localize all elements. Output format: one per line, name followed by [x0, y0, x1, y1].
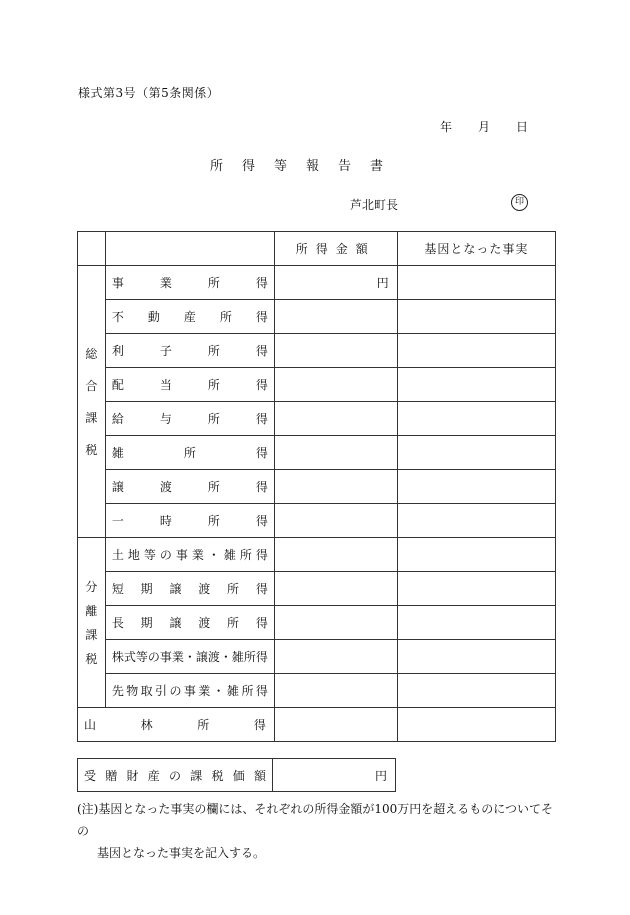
item-cell — [105, 606, 274, 640]
amount-field[interactable] — [274, 572, 397, 606]
header-empty-cat — [78, 232, 106, 266]
seal-mark: 印 — [511, 194, 528, 211]
date-day-label: 日 — [516, 120, 529, 134]
reason-field[interactable] — [397, 606, 555, 640]
item-cell — [105, 436, 274, 470]
document-title: 所得等報告書 — [210, 159, 403, 174]
table-row — [78, 402, 556, 436]
header-reason: 基因となった事実 — [397, 232, 555, 266]
amount-field[interactable] — [274, 640, 397, 674]
reason-field[interactable] — [397, 334, 555, 368]
item-cell — [105, 538, 274, 572]
amount-field[interactable] — [274, 334, 397, 368]
gift-table — [77, 758, 396, 792]
reason-field[interactable] — [397, 504, 555, 538]
table-row — [78, 606, 556, 640]
table-row — [78, 436, 556, 470]
reason-field[interactable] — [397, 300, 555, 334]
item-cell — [105, 504, 274, 538]
reason-field[interactable] — [397, 674, 555, 708]
amount-field[interactable] — [274, 708, 397, 742]
gift-label: 受贈財産の課税価額 — [84, 768, 266, 783]
gift-amount-field[interactable] — [273, 759, 396, 792]
reason-field[interactable] — [397, 572, 555, 606]
table-row — [78, 504, 556, 538]
item-cell — [105, 640, 274, 674]
table-row — [78, 334, 556, 368]
reason-field[interactable] — [397, 402, 555, 436]
item-label: 事業所得 — [111, 276, 268, 290]
amount-field[interactable] — [274, 504, 397, 538]
mountain-income-label: 山林所得 — [84, 718, 266, 732]
yen-unit: 円 — [374, 768, 387, 783]
amount-field[interactable] — [274, 368, 397, 402]
item-label: 雑所得 — [111, 446, 268, 460]
reason-field[interactable] — [397, 266, 555, 300]
amount-field[interactable] — [274, 266, 397, 300]
item-cell — [105, 572, 274, 606]
item-label: 一時所得 — [111, 514, 268, 528]
table-row — [78, 640, 556, 674]
amount-field[interactable] — [274, 606, 397, 640]
amount-field[interactable] — [274, 674, 397, 708]
reason-field[interactable] — [397, 470, 555, 504]
item-label: 不動産所得 — [111, 310, 268, 324]
footnote-line-2: 基因となった事実を記入する。 — [97, 846, 266, 860]
table-row — [78, 300, 556, 334]
item-cell — [105, 368, 274, 402]
gift-row — [78, 759, 396, 792]
category-general — [78, 266, 106, 538]
table-row — [78, 708, 556, 742]
table-row — [78, 674, 556, 708]
category-separate — [78, 538, 106, 708]
item-label: 利子所得 — [111, 344, 268, 358]
header-amount: 所得金額 — [274, 232, 397, 266]
addressee: 芦北町長 — [350, 198, 399, 212]
gift-label-cell — [78, 759, 273, 792]
table-row — [78, 470, 556, 504]
amount-field[interactable] — [274, 300, 397, 334]
item-label: 短期譲渡所得 — [111, 582, 268, 596]
table-row — [78, 368, 556, 402]
reason-field[interactable] — [397, 436, 555, 470]
reason-field[interactable] — [397, 538, 555, 572]
table-row — [78, 266, 556, 300]
date-line — [440, 118, 528, 135]
footnote — [77, 798, 557, 864]
item-cell — [105, 334, 274, 368]
reason-field[interactable] — [397, 708, 555, 742]
item-label: 先物取引の事業・雑所得 — [111, 684, 268, 698]
yen-unit: 円 — [376, 276, 389, 290]
reason-field[interactable] — [397, 368, 555, 402]
footnote-line-1: (注)基因となった事実の欄には、それぞれの所得金額が100万円を超えるものについてその — [77, 802, 554, 838]
amount-field[interactable] — [274, 470, 397, 504]
category-label: 分離課税 — [85, 579, 98, 666]
category-label: 総合課税 — [85, 346, 98, 457]
item-cell — [105, 674, 274, 708]
amount-field[interactable] — [274, 538, 397, 572]
date-year-label: 年 — [440, 120, 453, 134]
table-header-row — [78, 232, 556, 266]
item-label: 譲渡所得 — [111, 480, 268, 494]
item-label: 株式等の事業・譲渡・雑所得 — [111, 650, 268, 664]
item-label: 土地等の事業・雑所得 — [111, 548, 268, 562]
header-empty-item — [105, 232, 274, 266]
amount-field[interactable] — [274, 436, 397, 470]
mountain-income-cell — [78, 708, 275, 742]
income-table — [77, 231, 556, 742]
item-cell — [105, 402, 274, 436]
item-label: 配当所得 — [111, 378, 268, 392]
item-cell — [105, 300, 274, 334]
amount-field[interactable] — [274, 402, 397, 436]
form-number: 様式第3号（第5条関係） — [78, 86, 220, 100]
item-label: 長期譲渡所得 — [111, 616, 268, 630]
item-cell — [105, 266, 274, 300]
date-month-label: 月 — [478, 120, 491, 134]
table-row — [78, 572, 556, 606]
reason-field[interactable] — [397, 640, 555, 674]
table-row — [78, 538, 556, 572]
item-cell — [105, 470, 274, 504]
item-label: 給与所得 — [111, 412, 268, 426]
